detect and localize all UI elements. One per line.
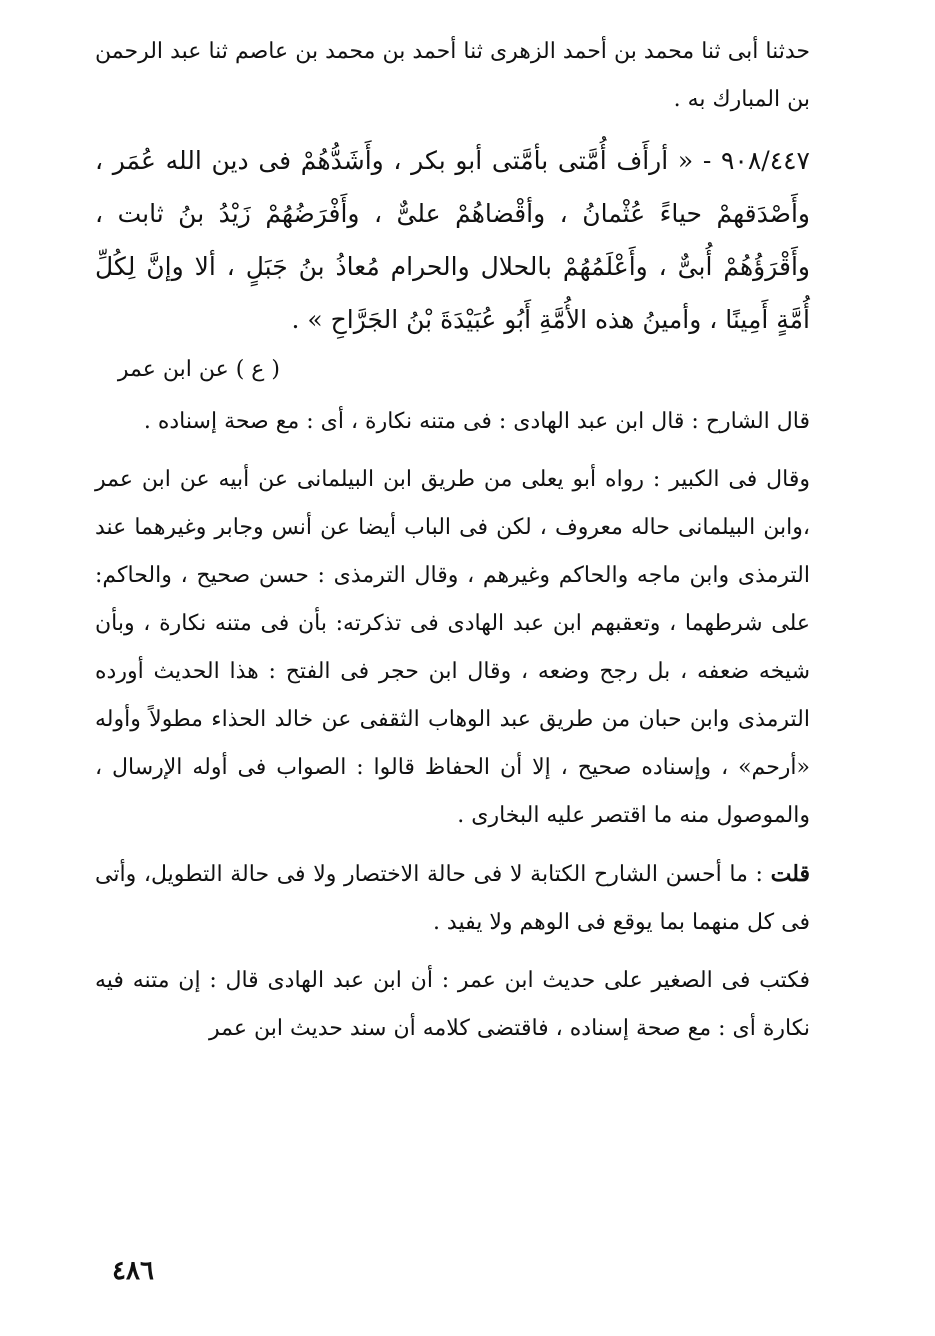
- paragraph-al-saghir: فكتب فى الصغير على حديث ابن عمر : أن ابن عبد الهادى قال : إن متنه فيه نكارة أى : مع صحة إسناده ، فاقتضى كلامه أن سند حديث ابن عمر: [95, 968, 810, 1041]
- page-body: [95, 28, 810, 1053]
- hadith-text: ٩٠٨/٤٤٧ - « أرأَف أُمَّتى بأمَّتى أبو بكر ، وأَشَدُّهُمْ فى دين الله عُمَر ، وأَصْدَقهمْ حياءً عُثْمانُ ، وأقْضاهُمْ علىٌّ ، وأَفْرَضُهُمْ زَيْدُ بنُ ثابت ، وأَقْرَؤُهُمْ أُبىٌّ ، وأَعْلَمُهُمْ بالحلال والحرام مُعاذُ بنُ جَبَلٍ ، ألا وإنَّ لِكُلِّ أُمَّةٍ أَمِينًا ، وأمينُ هذه الأُمَّةِ أَبُو عُبَيْدَةَ بْنُ الجَرَّاحِ » .: [95, 146, 810, 334]
- page-number: ٤٨٦: [112, 1256, 154, 1286]
- paragraph-qultu: [95, 850, 810, 947]
- paragraph-al-kabir: وقال فى الكبير : رواه أبو يعلى من طريق ابن البيلمانى عن أبيه عن ابن عمر ،وابن البيلمانى حاله معروف ، لكن فى الباب أيضا عن أنس وجابر وغيرهما عند الترمذى وابن ماجه والحاكم وغيرهم ، وقال الترمذى : حسن صحيح ، والحاكم: على شرطهما ، وتعقبهم ابن عبد الهادى فى تذكرته: بأن فى متنه نكارة ، وبأن شيخه ضعفه ، بل رجح وضعه ، وقال ابن حجر فى الفتح : هذا الحديث أورده الترمذى وابن حبان من طريق عبد الوهاب الثقفى عن خالد الحذاء مطولاً وأوله «أرحم» ، وإسناده صحيح ، إلا أن الحفاظ قالوا : الصواب فى أوله الإرسال ، والموصول منه ما اقتصر عليه البخارى .: [95, 467, 810, 828]
- qultu-lead: قلت: [770, 861, 811, 887]
- hadith-source: ( ع ) عن ابن عمر: [117, 357, 280, 382]
- qultu-text: : ما أحسن الشارح الكتابة لا فى حالة الاختصار ولا فى حالة التطويل، وأتى فى كل منهما بما يوقع فى الوهم ولا يفيد .: [95, 862, 810, 935]
- paragraph-isnad: حدثنا أبى ثنا محمد بن أحمد الزهرى ثنا أحمد بن محمد بن عاصم ثنا عبد الرحمن بن المبارك به .: [95, 39, 810, 112]
- paragraph-commentator: قال الشارح : قال ابن عبد الهادى : فى متنه نكارة ، أى : مع صحة إسناده .: [143, 409, 810, 434]
